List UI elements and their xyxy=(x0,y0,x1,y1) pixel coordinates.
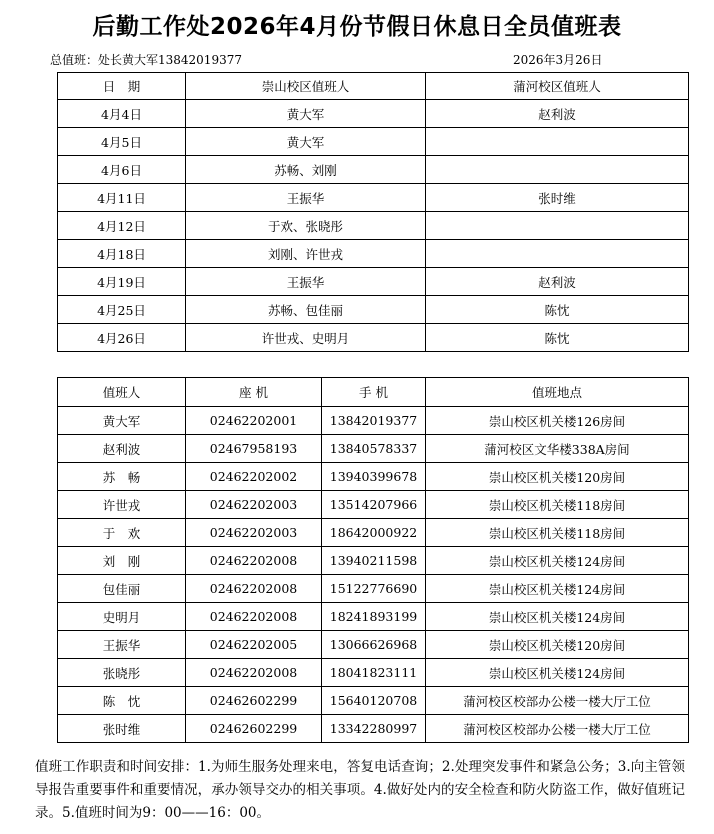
contacts-body xyxy=(58,407,689,743)
cell-mobile: 13840578337 xyxy=(322,435,426,463)
cell-name: 张晓彤 xyxy=(58,659,186,687)
table-row xyxy=(58,212,689,240)
cell-chongshan-duty: 刘刚、许世戎 xyxy=(186,240,426,268)
cell-landline: 02462202008 xyxy=(186,603,322,631)
document-date: 2026年3月26日 xyxy=(513,53,603,67)
cell-mobile: 13842019377 xyxy=(322,407,426,435)
cell-date: 4月18日 xyxy=(58,240,186,268)
duty-responsibilities-note: 值班工作职责和时间安排：1.为师生服务处理来电，答复电话查询；2.处理突发事件和紧急公务；3.向主管领导报告重要事件和重要情况，承办领导交办的相关事项。4.做好处内的安全检查和防火防盗工作，做好值班记录。5.值班时间为9：00——16：00。 xyxy=(35,759,685,821)
cell-mobile: 15640120708 xyxy=(322,687,426,715)
table-row xyxy=(58,156,689,184)
cell-name: 王振华 xyxy=(58,631,186,659)
cell-name: 史明月 xyxy=(58,603,186,631)
cell-mobile: 18642000922 xyxy=(322,519,426,547)
cell-name: 于 欢 xyxy=(58,519,186,547)
cell-date: 4月12日 xyxy=(58,212,186,240)
cell-name: 许世戎 xyxy=(58,491,186,519)
cell-location: 崇山校区机关楼126房间 xyxy=(426,407,689,435)
cell-date: 4月19日 xyxy=(58,268,186,296)
table-row xyxy=(58,659,689,687)
cell-name: 陈 忱 xyxy=(58,687,186,715)
header-puhe-duty: 蒲河校区值班人 xyxy=(426,73,689,100)
duty-contacts-table xyxy=(57,377,689,743)
cell-location: 蒲河校区文华楼338A房间 xyxy=(426,435,689,463)
cell-landline: 02462202008 xyxy=(186,575,322,603)
header-landline: 座 机 xyxy=(186,378,322,407)
cell-landline: 02462602299 xyxy=(186,687,322,715)
header-name: 值班人 xyxy=(58,378,186,407)
table-row xyxy=(58,184,689,212)
contacts-header-row xyxy=(58,378,689,407)
cell-mobile: 13514207966 xyxy=(322,491,426,519)
table-row xyxy=(58,491,689,519)
cell-chongshan-duty: 苏畅、包佳丽 xyxy=(186,296,426,324)
cell-mobile: 13940211598 xyxy=(322,547,426,575)
table-row xyxy=(58,100,689,128)
table-row xyxy=(58,715,689,743)
table-row xyxy=(58,547,689,575)
cell-landline: 02462202008 xyxy=(186,547,322,575)
table-row xyxy=(58,128,689,156)
cell-landline: 02462602299 xyxy=(186,715,322,743)
table-row xyxy=(58,519,689,547)
cell-location: 蒲河校区校部办公楼一楼大厅工位 xyxy=(426,687,689,715)
cell-location: 蒲河校区校部办公楼一楼大厅工位 xyxy=(426,715,689,743)
header-chongshan-duty: 崇山校区值班人 xyxy=(186,73,426,100)
page-title: 后勤工作处2026年4月份节假日休息日全员值班表 xyxy=(92,14,622,40)
cell-chongshan-duty: 于欢、张晓彤 xyxy=(186,212,426,240)
cell-landline: 02462202003 xyxy=(186,519,322,547)
cell-chongshan-duty: 黄大军 xyxy=(186,128,426,156)
cell-mobile: 15122776690 xyxy=(322,575,426,603)
cell-chongshan-duty: 王振华 xyxy=(186,268,426,296)
cell-location: 崇山校区机关楼118房间 xyxy=(426,491,689,519)
table-row xyxy=(58,603,689,631)
cell-date: 4月5日 xyxy=(58,128,186,156)
cell-mobile: 18241893199 xyxy=(322,603,426,631)
table-row xyxy=(58,240,689,268)
cell-mobile: 13940399678 xyxy=(322,463,426,491)
cell-name: 黄大军 xyxy=(58,407,186,435)
cell-puhe-duty xyxy=(426,128,689,156)
cell-puhe-duty: 赵利波 xyxy=(426,268,689,296)
header-date: 日 期 xyxy=(58,73,186,100)
cell-landline: 02462202005 xyxy=(186,631,322,659)
table-row xyxy=(58,268,689,296)
cell-mobile: 18041823111 xyxy=(322,659,426,687)
cell-puhe-duty xyxy=(426,212,689,240)
cell-puhe-duty: 陈忱 xyxy=(426,324,689,352)
cell-puhe-duty: 陈忱 xyxy=(426,296,689,324)
header-mobile: 手 机 xyxy=(322,378,426,407)
cell-date: 4月4日 xyxy=(58,100,186,128)
cell-landline: 02462202001 xyxy=(186,407,322,435)
cell-date: 4月11日 xyxy=(58,184,186,212)
cell-chongshan-duty: 许世戎、史明月 xyxy=(186,324,426,352)
cell-puhe-duty xyxy=(426,156,689,184)
schedule-header-row xyxy=(58,73,689,100)
cell-mobile: 13066626968 xyxy=(322,631,426,659)
table-row xyxy=(58,324,689,352)
cell-landline: 02462202008 xyxy=(186,659,322,687)
cell-name: 刘 刚 xyxy=(58,547,186,575)
cell-name: 张时维 xyxy=(58,715,186,743)
cell-location: 崇山校区机关楼124房间 xyxy=(426,659,689,687)
cell-location: 崇山校区机关楼118房间 xyxy=(426,519,689,547)
table-row xyxy=(58,435,689,463)
cell-puhe-duty xyxy=(426,240,689,268)
table-row xyxy=(58,463,689,491)
duty-schedule-table xyxy=(57,72,689,352)
chief-duty-officer: 总值班：处长黄大军13842019377 xyxy=(50,53,242,67)
cell-date: 4月25日 xyxy=(58,296,186,324)
cell-chongshan-duty: 苏畅、刘刚 xyxy=(186,156,426,184)
cell-chongshan-duty: 黄大军 xyxy=(186,100,426,128)
cell-puhe-duty: 赵利波 xyxy=(426,100,689,128)
table-row xyxy=(58,575,689,603)
cell-chongshan-duty: 王振华 xyxy=(186,184,426,212)
table-row xyxy=(58,407,689,435)
cell-name: 包佳丽 xyxy=(58,575,186,603)
cell-date: 4月6日 xyxy=(58,156,186,184)
schedule-body xyxy=(58,100,689,352)
cell-landline: 02467958193 xyxy=(186,435,322,463)
cell-name: 赵利波 xyxy=(58,435,186,463)
cell-mobile: 13342280997 xyxy=(322,715,426,743)
cell-location: 崇山校区机关楼124房间 xyxy=(426,547,689,575)
table-row xyxy=(58,296,689,324)
cell-puhe-duty: 张时维 xyxy=(426,184,689,212)
cell-landline: 02462202003 xyxy=(186,491,322,519)
cell-name: 苏 畅 xyxy=(58,463,186,491)
cell-location: 崇山校区机关楼124房间 xyxy=(426,603,689,631)
cell-location: 崇山校区机关楼120房间 xyxy=(426,631,689,659)
cell-location: 崇山校区机关楼124房间 xyxy=(426,575,689,603)
table-row xyxy=(58,631,689,659)
header-location: 值班地点 xyxy=(426,378,689,407)
cell-date: 4月26日 xyxy=(58,324,186,352)
cell-landline: 02462202002 xyxy=(186,463,322,491)
cell-location: 崇山校区机关楼120房间 xyxy=(426,463,689,491)
table-row xyxy=(58,687,689,715)
